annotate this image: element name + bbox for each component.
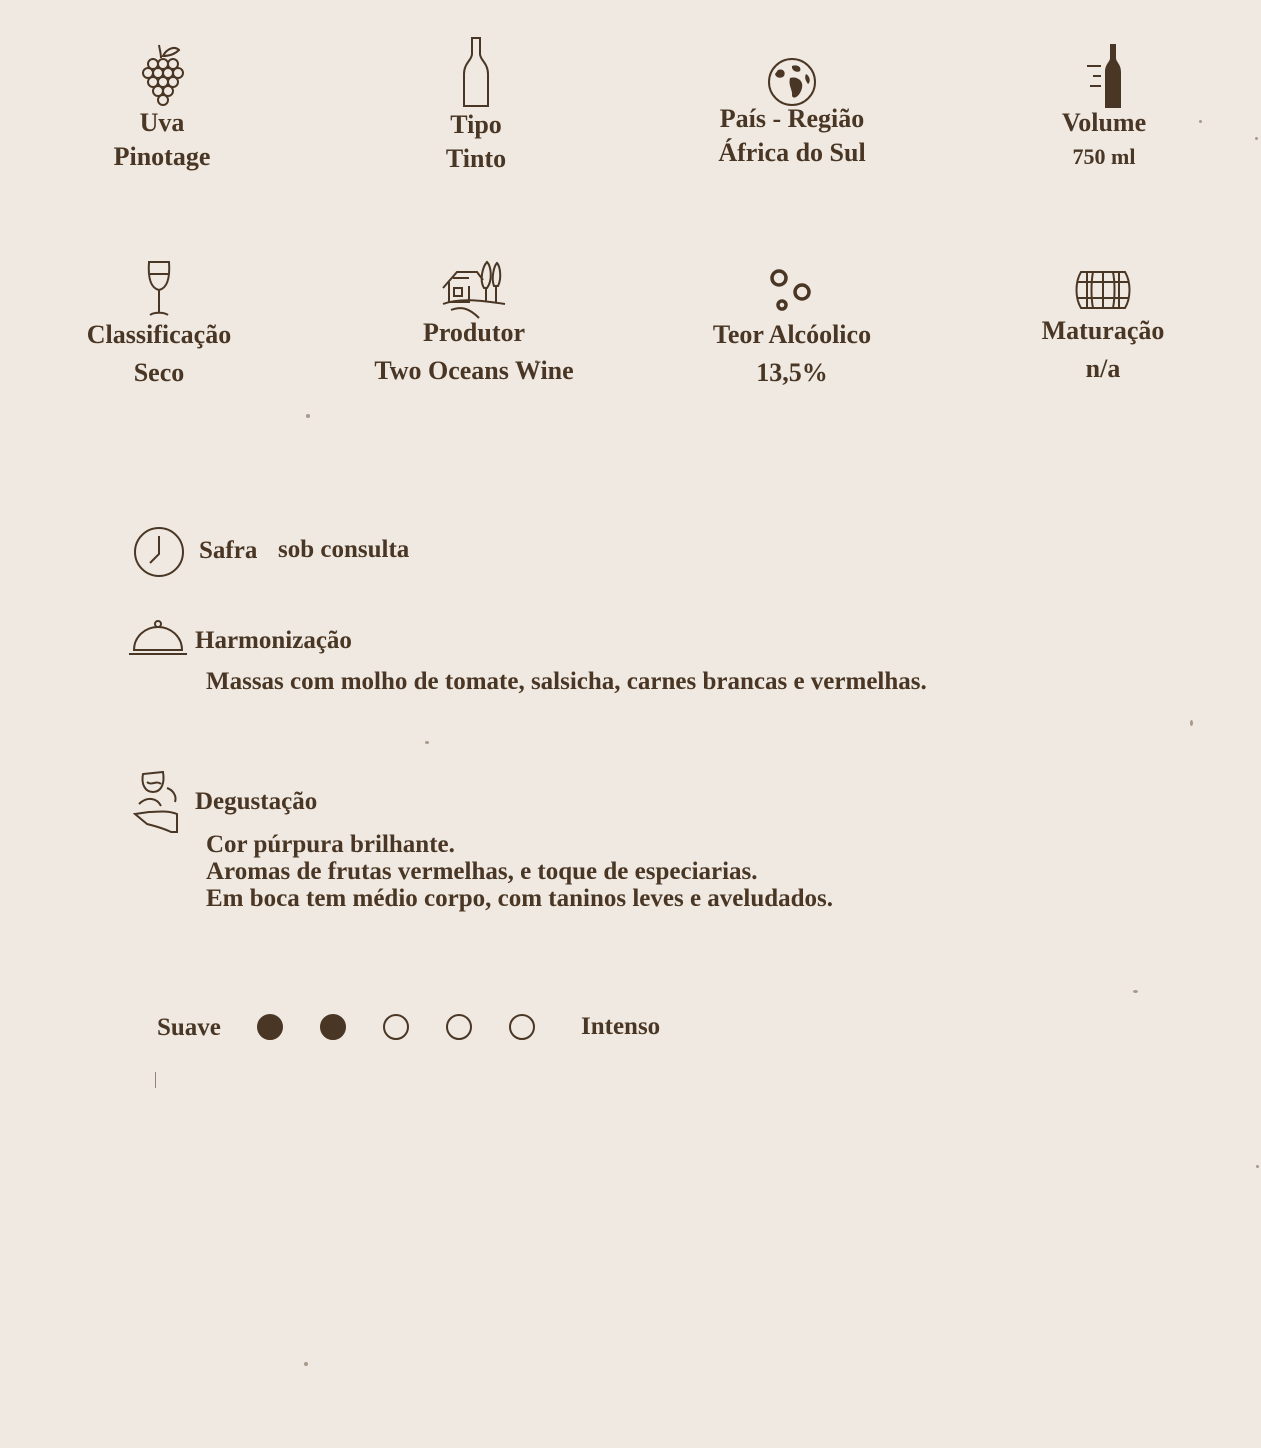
barrel-icon	[1073, 268, 1133, 312]
attr-produtor	[344, 258, 604, 388]
degustacao-line: Aromas de frutas vermelhas, e toque de especiarias.	[206, 858, 758, 885]
clock-icon	[133, 526, 185, 578]
bubbles-icon	[767, 266, 817, 314]
paper-speck	[306, 414, 310, 418]
attr-value: 13,5%	[756, 358, 828, 387]
intensity-dot	[320, 1014, 346, 1040]
safra-label: Safra	[199, 537, 258, 564]
attr-label: Classificação	[86, 320, 232, 349]
attr-label: Produtor	[422, 318, 526, 347]
attr-value: Pinotage	[113, 142, 211, 171]
degustacao-text	[206, 831, 833, 912]
paper-speck	[1256, 1165, 1259, 1168]
attr-label: Maturação	[1041, 316, 1165, 345]
attr-teor	[662, 266, 922, 390]
bottle-volume-icon	[1079, 42, 1129, 110]
attr-label: País - Região	[719, 104, 865, 133]
attr-value: Two Oceans Wine	[374, 356, 574, 385]
paper-speck	[1190, 720, 1193, 726]
globe-icon	[766, 56, 818, 108]
attr-maturacao	[973, 268, 1233, 386]
intensity-high-label: Intenso	[581, 1013, 661, 1040]
attr-value: África do Sul	[718, 138, 866, 167]
degustacao-label: Degustação	[195, 788, 318, 815]
intensity-dot	[446, 1014, 472, 1040]
grape-icon	[139, 42, 185, 110]
safra-value: sob consulta	[278, 536, 410, 563]
paper-speck	[1255, 137, 1258, 140]
attr-uva	[32, 42, 292, 174]
wine-glass-icon	[144, 260, 174, 318]
paper-speck	[1133, 990, 1138, 993]
farm-icon	[439, 258, 509, 320]
attr-value: 750 ml	[1072, 144, 1136, 169]
degustacao-line: Cor púrpura brilhante.	[206, 831, 455, 858]
harmonizacao-label: Harmonização	[195, 627, 352, 654]
attr-value: Tinto	[445, 144, 507, 173]
attr-label: Tipo	[450, 110, 502, 139]
paper-speck	[304, 1362, 308, 1366]
intensity-low-label: Suave	[157, 1014, 221, 1041]
attr-label: Teor Alcóolico	[712, 320, 872, 349]
attr-pais	[662, 56, 922, 170]
attr-value: n/a	[1085, 354, 1121, 383]
tasting-icon	[133, 768, 183, 836]
intensity-dot	[257, 1014, 283, 1040]
attr-classificacao	[29, 260, 289, 390]
attr-label: Volume	[1061, 108, 1147, 137]
attr-tipo	[346, 36, 606, 176]
attr-volume	[974, 42, 1234, 174]
cloche-icon	[128, 618, 188, 658]
intensity-dot	[383, 1014, 409, 1040]
harmonizacao-text: Massas com molho de tomate, salsicha, carnes brancas e vermelhas.	[206, 668, 927, 695]
degustacao-line: Em boca tem médio corpo, com taninos leves e aveludados.	[206, 885, 834, 912]
intensity-dot	[509, 1014, 535, 1040]
text-cursor	[155, 1072, 158, 1088]
bottle-outline-icon	[461, 36, 491, 108]
attr-value: Seco	[133, 358, 185, 387]
paper-speck	[425, 741, 429, 744]
attr-label: Uva	[139, 108, 185, 137]
